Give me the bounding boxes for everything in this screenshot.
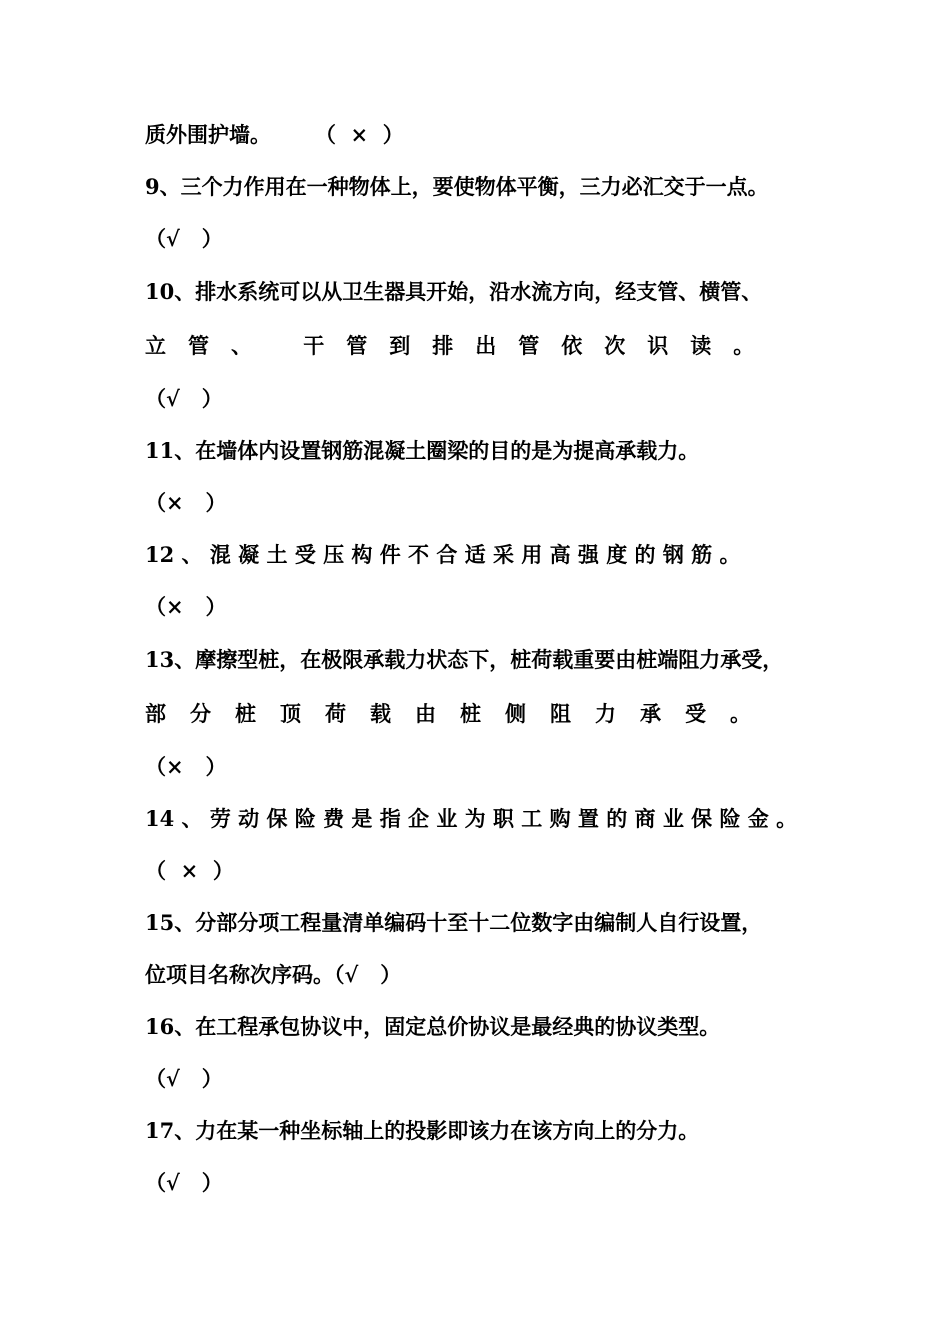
answer-11: （× ） (145, 490, 227, 515)
answer-12: （× ） (145, 594, 227, 619)
answer-16: （√ ） (145, 1066, 223, 1091)
question-14: 14 、 劳 动 保 险 费 是 指 企 业 为 职 工 购 置 的 商 业 保 险 金 。 (145, 806, 798, 831)
question-13-cont: 部分桩顶荷载由桩侧阻力承受。 (145, 701, 775, 726)
answer-9: （√ ） (145, 226, 223, 251)
question-12: 12 、 混 凝 土 受 压 构 件 不 合 适 采 用 高 强 度 的 钢 筋 。 (145, 542, 741, 567)
question-10-cont (145, 333, 805, 359)
answer-13: （× ） (145, 754, 227, 779)
question-15-cont: 位项目名称次序码。（√ ） (145, 962, 402, 987)
answer-17: （√ ） (145, 1170, 223, 1195)
question-13: 13、摩擦型桩，在极限承载力状态下，桩荷载重要由桩端阻力承受， (145, 647, 784, 672)
question-10: 10、排水系统可以从卫生器具开始，沿水流方向，经支管、横管、 (145, 279, 763, 304)
question-16: 16、在工程承包协议中，固定总价协议是最经典的协议类型。 (145, 1014, 721, 1039)
question-15: 15、分部分项工程量清单编码十至十二位数字由编制人自行设置， (145, 910, 763, 935)
question-9: 9、三个力作用在一种物体上，要使物体平衡，三力必汇交于一点。 (145, 174, 769, 199)
question-11: 11、在墙体内设置钢筋混凝土圈梁的目的是为提高承载力。 (145, 438, 700, 463)
answer-10: （√ ） (145, 386, 223, 411)
question-17: 17、力在某一种坐标轴上的投影即该力在该方向上的分力。 (145, 1118, 700, 1143)
answer-14: （ × ） (145, 858, 234, 883)
question-10-cont-text: 立管、 干管到排出管依次识读。 (145, 333, 777, 358)
answer-line-8-end: 质外围护墙。 （ × ） (145, 122, 404, 147)
